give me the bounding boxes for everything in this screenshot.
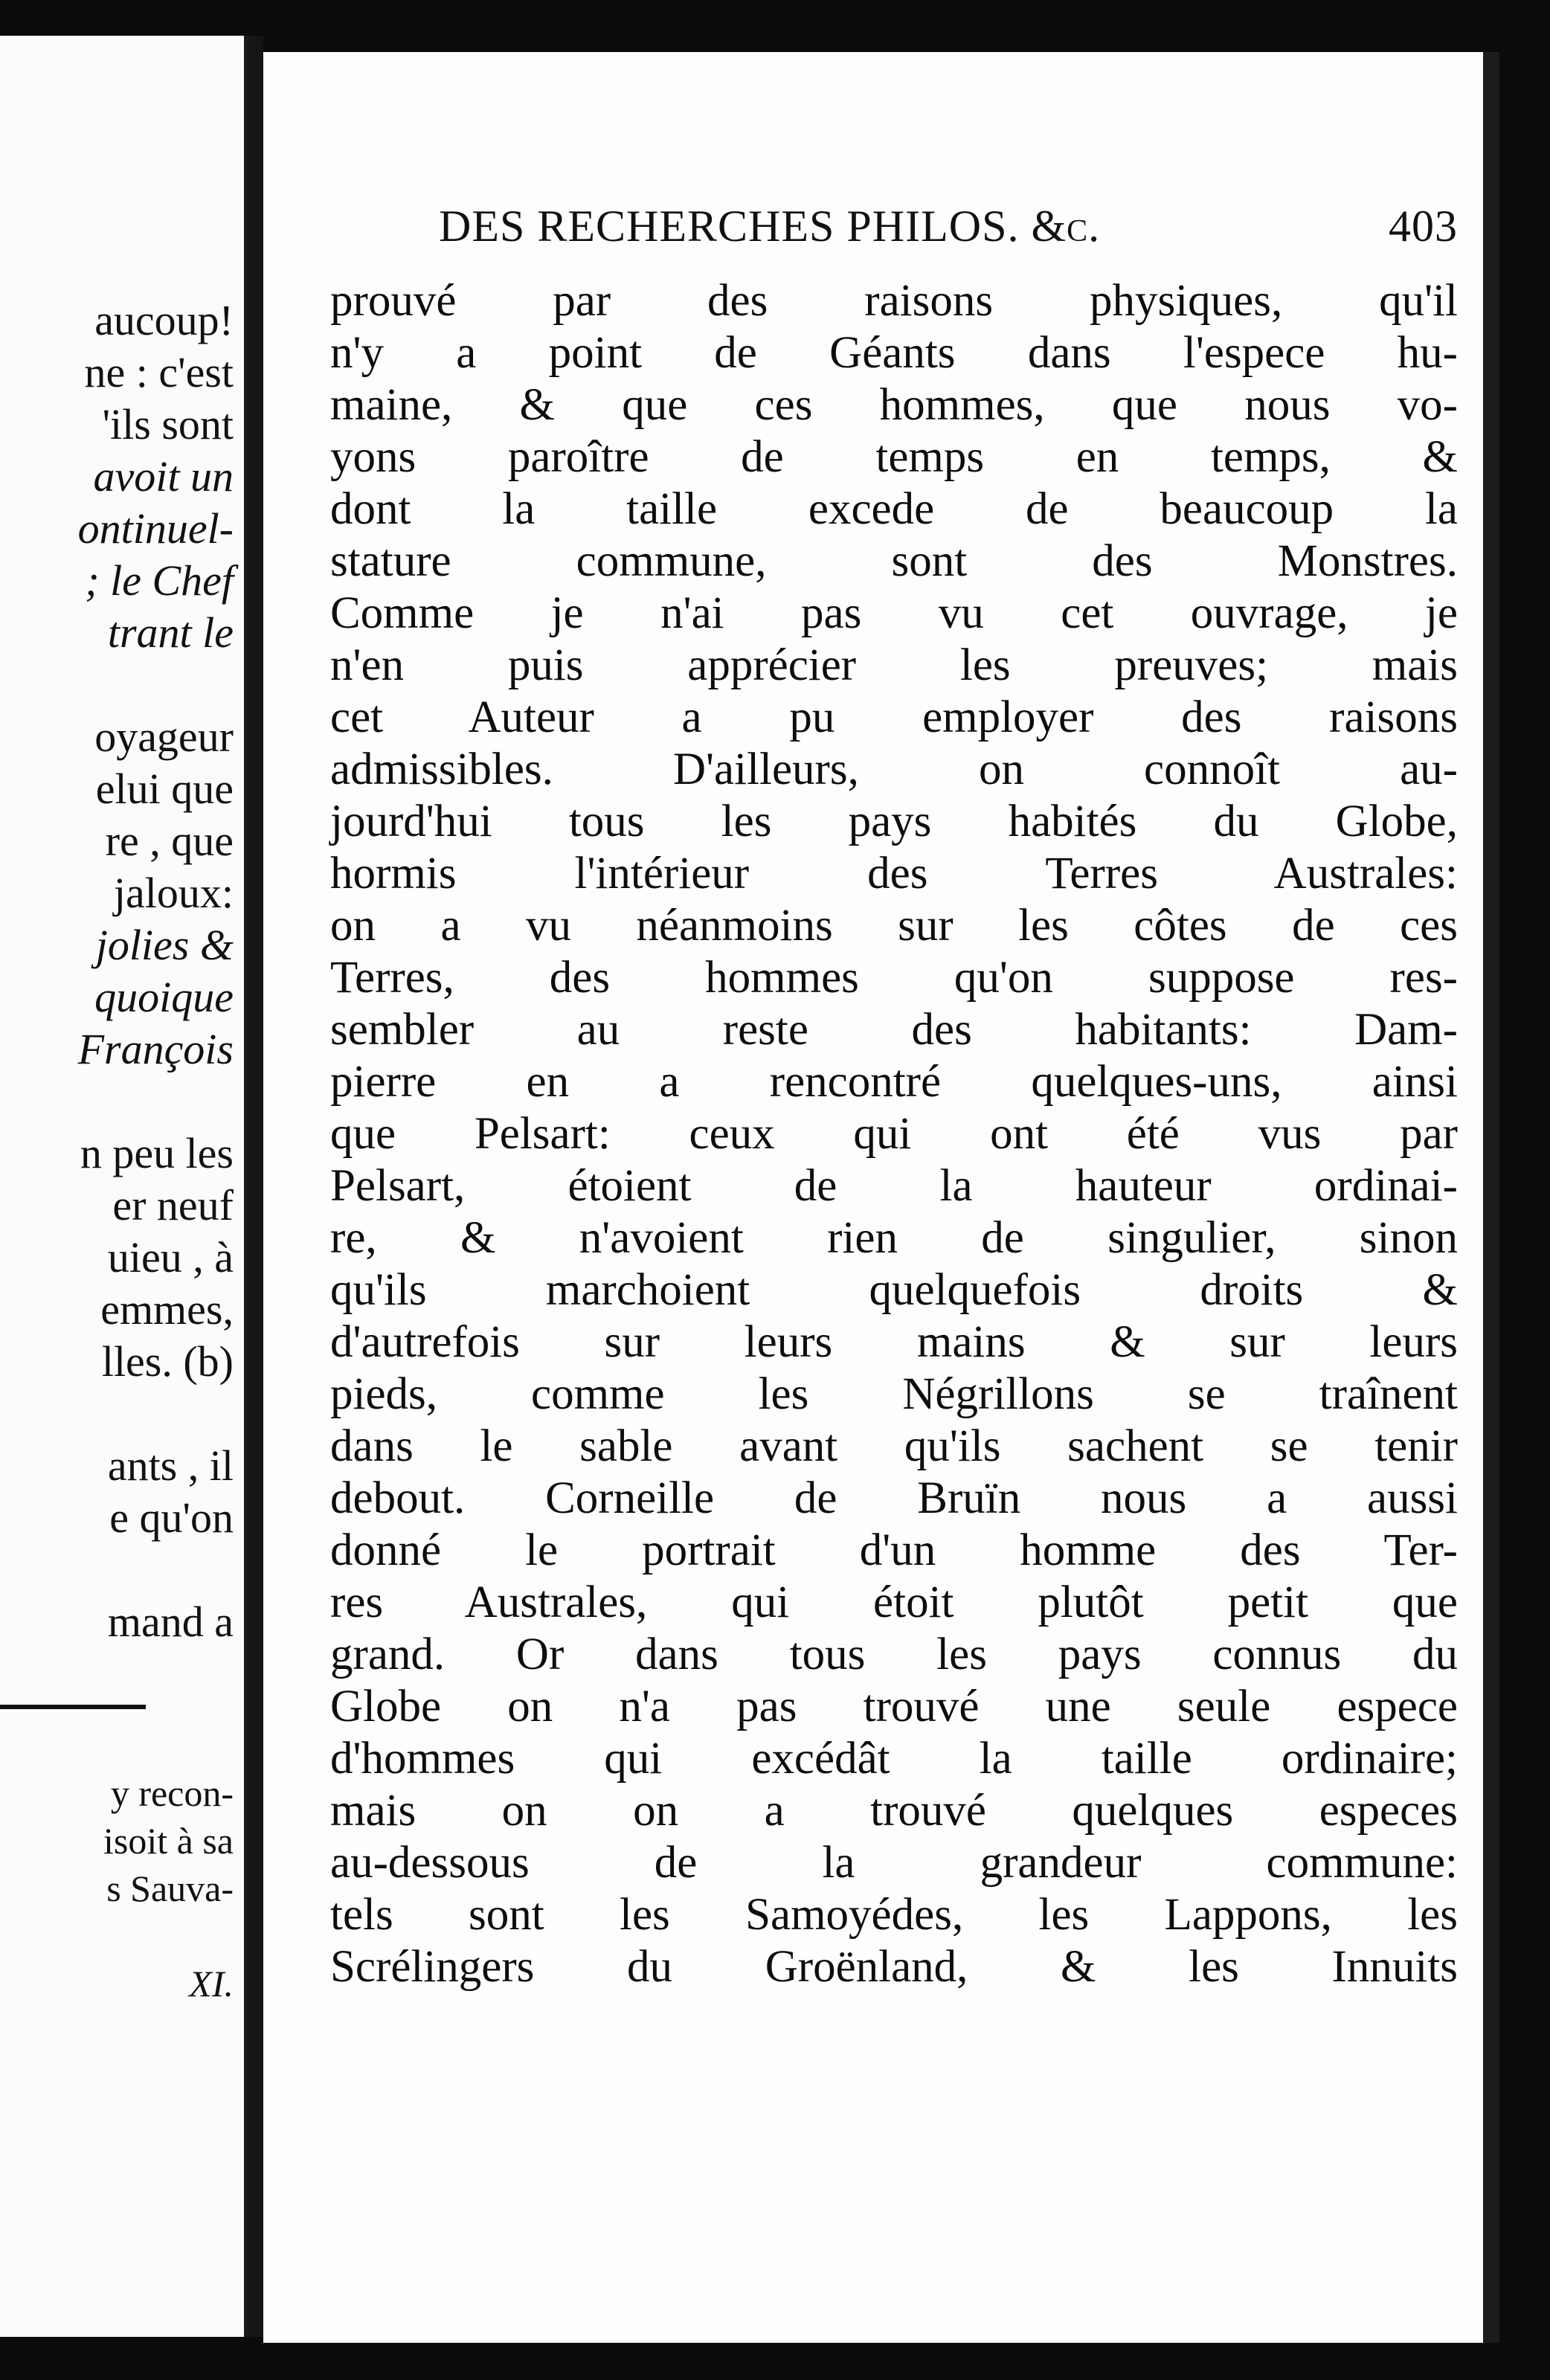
left-text-line: uieu , à (107, 1233, 234, 1281)
text-line: dont la taille excede de beaucoup la (330, 484, 1458, 534)
left-footnote-line: isoit à sa (103, 1820, 234, 1862)
text-line: n'y a point de Géants dans l'espece hu- (330, 328, 1458, 378)
left-page (0, 36, 248, 2337)
text-line: jourd'hui tous les pays habités du Globe, (330, 797, 1458, 846)
text-line: Comme je n'ai pas vu cet ouvrage, je (330, 588, 1458, 638)
text-line: n'en puis apprécier les preuves; mais (330, 640, 1458, 690)
left-text-line: aucoup! (94, 296, 234, 344)
text-line: grand. Or dans tous les pays connus du (330, 1630, 1458, 1679)
left-footnote-line: y recon- (110, 1772, 234, 1814)
text-line: tels sont les Samoyédes, les Lappons, les (330, 1890, 1458, 1940)
left-footnote-line: XI. (189, 1963, 234, 2004)
text-line: pieds, comme les Négrillons se traînent (330, 1369, 1458, 1419)
left-text-line: er neuf (112, 1181, 234, 1229)
text-line: Scrélingers du Groënland, & les Innuits (330, 1942, 1458, 1992)
text-line: d'autrefois sur leurs mains & sur leurs (330, 1317, 1458, 1367)
left-text-line: avoit un (93, 452, 234, 501)
text-line: prouvé par des raisons physiques, qu'il (330, 276, 1458, 326)
text-line: d'hommes qui excédât la taille ordinaire; (330, 1734, 1458, 1784)
left-text-line: ants , il (107, 1441, 234, 1490)
page-number: 403 (1389, 202, 1458, 251)
left-text-line: n peu les (80, 1129, 234, 1177)
left-text-line: trant le (107, 608, 234, 657)
text-line: maine, & que ces hommes, que nous vo- (330, 380, 1458, 430)
text-line: Pelsart, étoient de la hauteur ordinai- (330, 1161, 1458, 1211)
left-text-line: 'ils sont (102, 400, 234, 448)
left-text-line: lles. (b) (101, 1337, 234, 1386)
text-line: donné le portrait d'un homme des Ter- (330, 1525, 1458, 1575)
footnote-rule (0, 1705, 146, 1709)
text-line: re, & n'avoient rien de singulier, sinon (330, 1213, 1458, 1263)
text-line: cet Auteur a pu employer des raisons (330, 692, 1458, 742)
right-page (263, 52, 1483, 2343)
left-text-line: oyageur (94, 713, 234, 761)
left-text-line: quoique (94, 973, 234, 1021)
text-line: mais on on a trouvé quelques especes (330, 1786, 1458, 1836)
page-edge (1483, 52, 1499, 2343)
text-line: au-dessous de la grandeur commune: (330, 1838, 1458, 1888)
left-text-line: e qu'on (109, 1493, 234, 1542)
book-gutter (248, 36, 263, 2337)
text-line: res Australes, qui étoit plutôt petit que (330, 1577, 1458, 1627)
left-text-line: ; le Chef (85, 556, 234, 605)
text-line: yons paroître de temps en temps, & (330, 432, 1458, 482)
left-text-line: jolies & (95, 921, 234, 969)
text-line: debout. Corneille de Bruïn nous a aussi (330, 1473, 1458, 1523)
text-line: qu'ils marchoient quelquefois droits & (330, 1265, 1458, 1315)
left-text-line: emmes, (100, 1285, 234, 1334)
left-text-line: François (77, 1025, 234, 1073)
left-text-line: ontinuel- (77, 504, 234, 553)
left-footnote-line: s Sauva- (106, 1868, 234, 1909)
left-text-line: ne : c'est (84, 348, 234, 396)
text-line: pierre en a rencontré quelques-uns, ainsi (330, 1057, 1458, 1107)
running-header (439, 201, 1465, 252)
text-line: dans le sable avant qu'ils sachent se tenir (330, 1421, 1458, 1471)
text-line: hormis l'intérieur des Terres Australes: (330, 849, 1458, 898)
left-text-line: elui que (95, 765, 234, 813)
left-text-line: jaloux: (113, 869, 234, 917)
text-line: stature commune, sont des Monstres. (330, 536, 1458, 586)
left-text-line: re , que (105, 817, 234, 865)
text-line: Terres, des hommes qu'on suppose res- (330, 953, 1458, 1003)
running-title: DES RECHERCHES PHILOS. &c. (439, 202, 1101, 251)
text-line: Globe on n'a pas trouvé une seule espece (330, 1682, 1458, 1731)
text-line: sembler au reste des habitants: Dam- (330, 1005, 1458, 1055)
text-line: que Pelsart: ceux qui ont été vus par (330, 1109, 1458, 1159)
left-text-line: mand a (107, 1598, 234, 1646)
text-line: on a vu néanmoins sur les côtes de ces (330, 901, 1458, 951)
text-line: admissibles. D'ailleurs, on connoît au- (330, 744, 1458, 794)
